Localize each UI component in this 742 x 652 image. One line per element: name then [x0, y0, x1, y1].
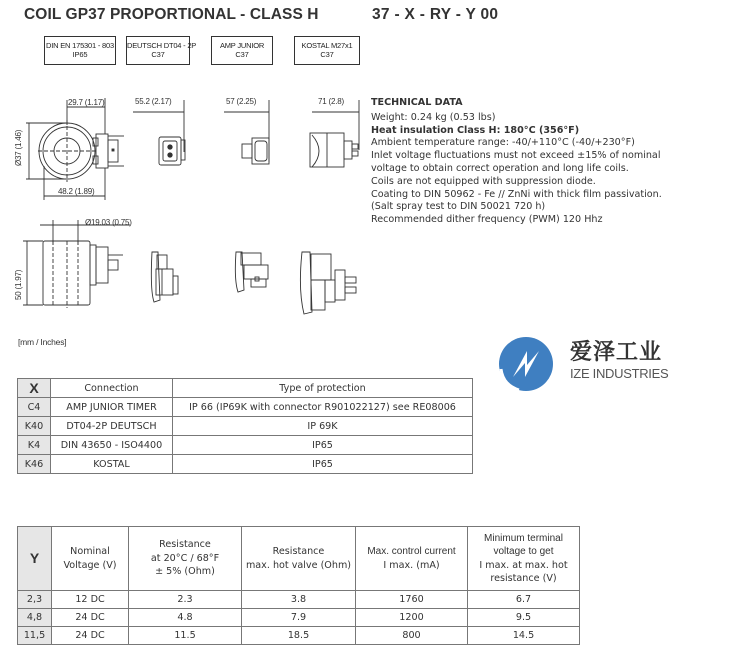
connector-label-kostal-line2: C37 [320, 50, 334, 59]
connector-label-amp-line1: AMP JUNIOR [219, 41, 265, 50]
tech-line-weight: Weight: 0.24 kg (0.53 lbs) [371, 111, 496, 123]
cell-protection: IP65 [173, 436, 473, 455]
amp-side-view-icon [235, 252, 268, 292]
table-row [18, 398, 473, 417]
amp-top-view-icon [224, 100, 269, 164]
ordering-code: 37 - X - RY - Y 00 [372, 6, 499, 23]
cell-min-voltage: 9.5 [468, 609, 580, 627]
header-protection: Type of protection [173, 379, 473, 398]
connector-label-deutsch-line1: DEUTSCH DT04 - 2P [127, 41, 197, 50]
header-text: Resistance [159, 539, 211, 551]
header-max-current [356, 527, 468, 591]
cell-protection: IP65 [173, 455, 473, 474]
logo-chinese-name: 爱泽工业 [570, 340, 663, 365]
dim-amp-length: 57 (2.25) [226, 97, 257, 106]
deutsch-side-view-icon [151, 252, 178, 302]
header-resistance-20c [129, 527, 242, 591]
table-row [18, 455, 473, 474]
header-x: X [18, 379, 51, 398]
deutsch-top-view-icon [133, 100, 185, 165]
header-text: Nominal [70, 546, 110, 557]
dim-bore-diameter: Ø19.03 (0.75) [85, 218, 132, 227]
dim-din-total: 48.2 (1.89) [58, 187, 95, 196]
header-resistance-hot [242, 527, 356, 591]
cell-protection: IP 69K [173, 417, 473, 436]
cell-min-voltage: 14.5 [468, 627, 580, 645]
table-row [18, 436, 473, 455]
cell-nominal-voltage: 24 DC [52, 609, 129, 627]
table-row [18, 591, 580, 609]
cell-nominal-voltage: 12 DC [52, 591, 129, 609]
header-y: Y [18, 527, 52, 591]
table-row [18, 609, 580, 627]
technical-data-section [371, 97, 662, 227]
cell-x: C4 [18, 398, 51, 417]
header-text: Minimum terminal [484, 532, 563, 544]
header-text: I max. at max. hot [479, 559, 568, 571]
header-text: I max. (mA) [383, 559, 440, 571]
din-front-view-icon [26, 98, 124, 200]
header-nominal-voltage [52, 527, 129, 591]
header-text: at 20°C / 68°F [150, 552, 220, 564]
technical-drawings [0, 90, 370, 340]
tech-line-voltage-2: voltage to obtain correct operation and long life coils. [371, 162, 629, 174]
connection-table [17, 378, 473, 474]
table-header-row [18, 379, 473, 398]
connector-label-deutsch-line2: C37 [151, 50, 165, 59]
dim-kostal-length: 71 (2.8) [318, 97, 344, 106]
dim-din-width: 29.7 (1.17) [68, 98, 105, 107]
logo-english-name: IZE INDUSTRIES [570, 366, 669, 381]
header-text: max. hot valve (Ohm) [245, 559, 352, 571]
connector-label-din-line2: IP65 [72, 50, 88, 59]
cell-max-current: 1200 [356, 609, 468, 627]
cell-x: K46 [18, 455, 51, 474]
table-row [18, 417, 473, 436]
cell-y: 4,8 [18, 609, 52, 627]
header-text: Voltage (V) [63, 559, 117, 571]
ize-logo [497, 335, 687, 395]
table-header-row [18, 527, 580, 591]
dim-din-diameter: Ø37 (1.46) [14, 129, 23, 166]
cell-connection: AMP JUNIOR TIMER [51, 398, 173, 417]
connector-label-deutsch [126, 36, 197, 65]
header-text: Max. control current [367, 546, 456, 557]
dim-deutsch-length: 55.2 (2.17) [135, 97, 172, 106]
tech-line-dither: Recommended dither frequency (PWM) 120 Hhz [371, 214, 603, 226]
cell-resistance-20c: 4.8 [129, 609, 242, 627]
cell-max-current: 1760 [356, 591, 468, 609]
header-connection: Connection [51, 379, 173, 398]
cell-min-voltage: 6.7 [468, 591, 580, 609]
connector-label-din-line1: DIN EN 175301 - 803 [46, 41, 114, 50]
cell-resistance-20c: 11.5 [129, 627, 242, 645]
tech-line-ambient: Ambient temperature range: -40/+110°C (-40/+230°F) [371, 137, 635, 149]
cell-x: K40 [18, 417, 51, 436]
tech-line-diode: Coils are not equipped with suppression diode. [371, 175, 596, 187]
dim-height: 50 (1.97) [14, 269, 23, 300]
connector-label-kostal-line1: KOSTAL M27x1 [301, 41, 353, 50]
header-min-terminal-voltage [468, 527, 580, 591]
kostal-side-view-icon [300, 252, 356, 314]
tech-line-salt-spray: (Salt spray test to DIN 50021 720 h) [371, 201, 546, 213]
cell-resistance-hot: 7.9 [242, 609, 356, 627]
cell-y: 11,5 [18, 627, 52, 645]
header-text: voltage to get [493, 546, 554, 557]
tech-line-voltage-1: Inlet voltage fluctuations must not exceed ±15% of nominal [371, 150, 661, 162]
table-row [18, 627, 580, 645]
ize-logo-icon [497, 335, 555, 393]
cell-connection: KOSTAL [51, 455, 173, 474]
cell-resistance-hot: 18.5 [242, 627, 356, 645]
header-text: ± 5% (Ohm) [155, 566, 215, 578]
cell-connection: DT04-2P DEUTSCH [51, 417, 173, 436]
voltage-table [17, 526, 580, 645]
cell-y: 2,3 [18, 591, 52, 609]
kostal-top-view-icon [310, 100, 359, 167]
tech-line-heat-insulation: Heat insulation Class H: 180°C (356°F) [371, 124, 580, 136]
cell-x: K4 [18, 436, 51, 455]
din-side-view-icon [23, 220, 130, 308]
cell-resistance-hot: 3.8 [242, 591, 356, 609]
cell-nominal-voltage: 24 DC [52, 627, 129, 645]
connector-label-amp [211, 36, 273, 65]
header-text: resistance (V) [490, 573, 557, 584]
cell-resistance-20c: 2.3 [129, 591, 242, 609]
connector-label-kostal [294, 36, 360, 65]
cell-connection: DIN 43650 - ISO4400 [51, 436, 173, 455]
cell-protection: IP 66 (IP69K with connector R901022127) see RE08006 [173, 398, 473, 417]
technical-data-heading: TECHNICAL DATA [371, 97, 463, 108]
header-text: Resistance [272, 546, 325, 557]
document-title: COIL GP37 PROPORTIONAL - CLASS H [24, 6, 319, 23]
cell-max-current: 800 [356, 627, 468, 645]
tech-line-coating: Coating to DIN 50962 - Fe // ZnNi with thick film passivation. [371, 188, 662, 200]
units-label: [mm / Inches] [18, 337, 67, 347]
connector-label-din [44, 36, 116, 65]
connector-label-amp-line2: C37 [235, 50, 249, 59]
